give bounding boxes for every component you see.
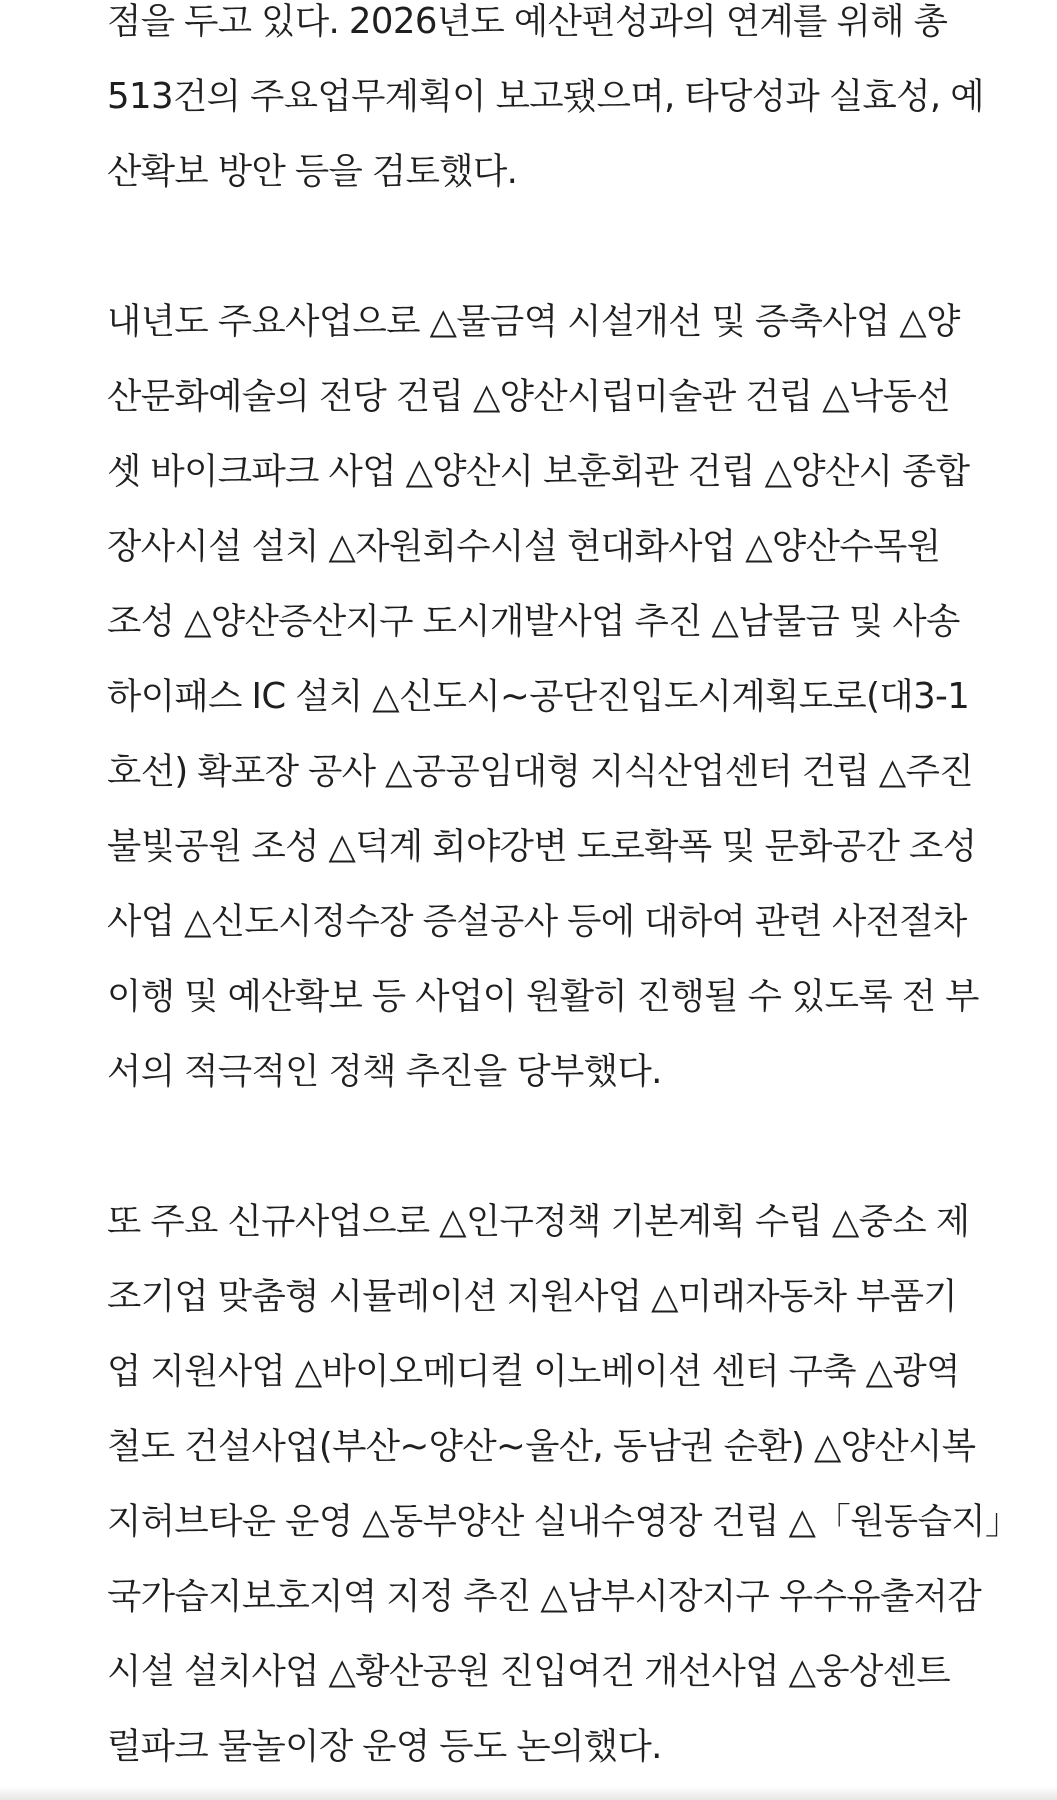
paragraph-line: 산문화예술의 전당 건립 △양산시립미술관 건립 △낙동선	[107, 376, 951, 417]
paragraph-line: 장사시설 설치 △자원회수시설 현대화사업 △양산수목원	[107, 526, 941, 567]
bottom-fade	[0, 1786, 1057, 1800]
paragraph-line: 시설 설치사업 △황산공원 진입여건 개선사업 △웅상센트	[107, 1651, 951, 1692]
paragraph-line: 하이패스 IC 설치 △신도시~공단진입도시계획도로(대3-1	[107, 676, 970, 717]
paragraph-line: 점을 두고 있다. 2026년도 예산편성과의 연계를 위해 총	[107, 1, 948, 42]
paragraph-line: 업 지원사업 △바이오메디컬 이노베이션 센터 구축 △광역	[107, 1351, 960, 1392]
paragraph-line: 철도 건설사업(부산~양산~울산, 동남권 순환) △양산시복	[107, 1426, 976, 1467]
paragraph-line: 조기업 맞춤형 시뮬레이션 지원사업 △미래자동차 부품기	[107, 1276, 958, 1317]
paragraph-line: 조성 △양산증산지구 도시개발사업 추진 △남물금 및 사송	[107, 601, 960, 642]
paragraph-line: 사업 △신도시정수장 증설공사 등에 대하여 관련 사전절차	[107, 901, 967, 942]
paragraph-line: 서의 적극적인 정책 추진을 당부했다.	[107, 1051, 662, 1092]
paragraph-line: 불빛공원 조성 △덕계 회야강변 도로확폭 및 문화공간 조성	[107, 826, 977, 867]
paragraph-line: 513건의 주요업무계획이 보고됐으며, 타당성과 실효성, 예	[107, 76, 984, 117]
paragraph-line: 럴파크 물놀이장 운영 등도 논의했다.	[107, 1726, 662, 1767]
paragraph-line: 지허브타운 운영 △동부양산 실내수영장 건립 △「원동습지」	[107, 1501, 1020, 1542]
paragraph-line: 산확보 방안 등을 검토했다.	[107, 151, 518, 192]
paragraph-line: 또 주요 신규사업으로 △인구정책 기본계획 수립 △중소 제	[107, 1201, 970, 1242]
paragraph-line: 이행 및 예산확보 등 사업이 원활히 진행될 수 있도록 전 부	[107, 976, 979, 1017]
paragraph-line: 셋 바이크파크 사업 △양산시 보훈회관 건립 △양산시 종합	[107, 451, 970, 492]
paragraph-line: 국가습지보호지역 지정 추진 △남부시장지구 우수유출저감	[107, 1576, 982, 1617]
paragraph-line: 내년도 주요사업으로 △물금역 시설개선 및 증축사업 △양	[107, 301, 960, 342]
paragraph-line: 호선) 확포장 공사 △공공임대형 지식산업센터 건립 △주진	[107, 751, 974, 792]
